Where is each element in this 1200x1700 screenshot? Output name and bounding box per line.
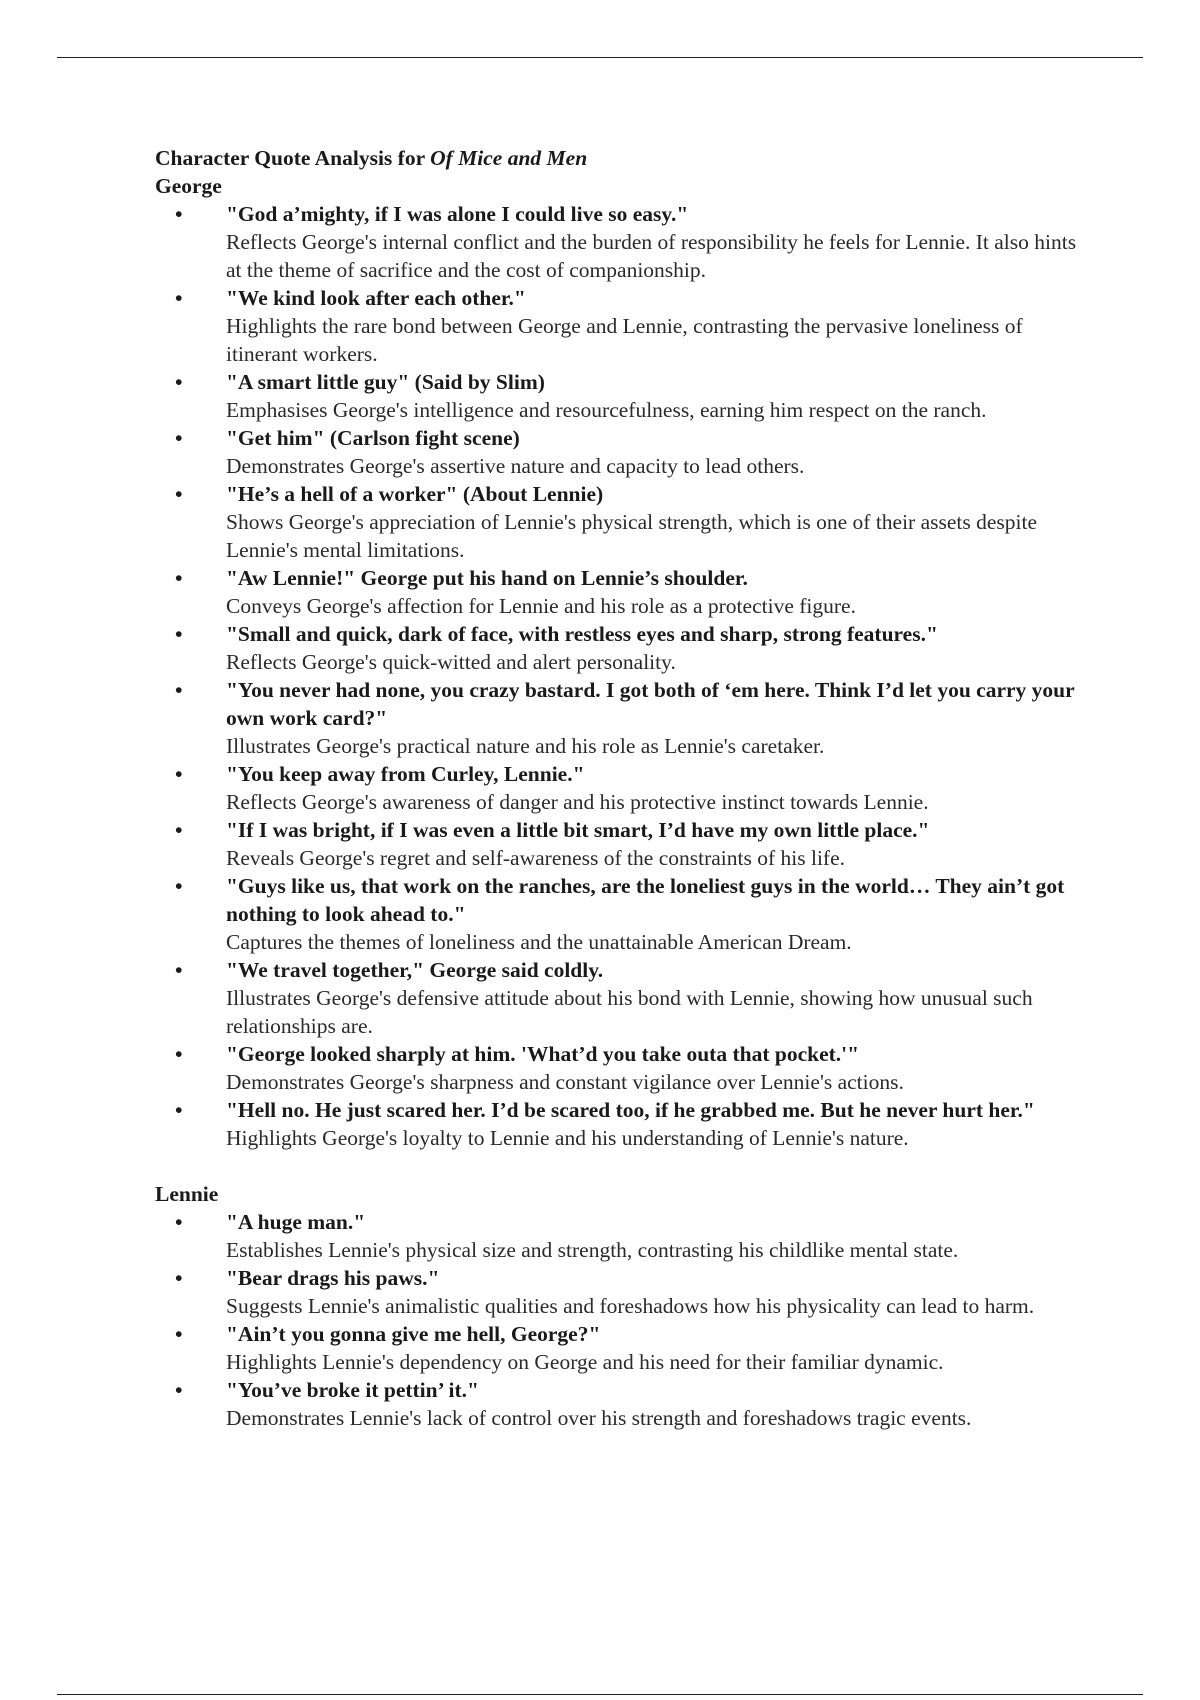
quote-text: "A smart little guy" (Said by Slim) [226, 370, 545, 394]
section-heading-lennie: Lennie [155, 1182, 219, 1206]
analysis-text: Highlights George's loyalty to Lennie and his understanding of Lennie's nature. [226, 1126, 909, 1150]
document-body [155, 144, 1095, 1432]
quote-text: "Ain’t you gonna give me hell, George?" [226, 1322, 601, 1346]
quote-text: "Aw Lennie!" George put his hand on Lennie’s shoulder. [226, 566, 748, 590]
analysis-text: Demonstrates Lennie's lack of control over his strength and foreshadows tragic events. [226, 1406, 972, 1430]
quote-text: "If I was bright, if I was even a little bit smart, I’d have my own little place." [226, 818, 930, 842]
analysis-text: Demonstrates George's assertive nature and capacity to lead others. [226, 454, 805, 478]
document-title [155, 144, 1095, 172]
list-item [155, 1096, 1095, 1152]
analysis-text: Shows George's appreciation of Lennie's physical strength, which is one of their assets despite Lennie's mental limitations. [226, 510, 1038, 562]
bullet-icon: • [175, 1322, 183, 1346]
list-item [155, 368, 1095, 424]
analysis-text: Highlights Lennie's dependency on George and his need for their familiar dynamic. [226, 1350, 944, 1374]
analysis-text: Emphasises George's intelligence and resourcefulness, earning him respect on the ranch. [226, 398, 987, 422]
title-work: Of Mice and Men [430, 146, 588, 170]
sections-container [155, 172, 1095, 1432]
bullet-icon: • [175, 1378, 183, 1402]
quote-text: "Hell no. He just scared her. I’d be scared too, if he grabbed me. But he never hurt her." [226, 1098, 1035, 1122]
analysis-text: Conveys George's affection for Lennie and his role as a protective figure. [226, 594, 856, 618]
list-item [155, 424, 1095, 480]
list-item [155, 872, 1095, 956]
analysis-text: Illustrates George's defensive attitude about his bond with Lennie, showing how unusual such relationships are. [226, 986, 1033, 1038]
bullet-icon: • [175, 202, 183, 226]
list-item [155, 620, 1095, 676]
quote-list [155, 1208, 1095, 1432]
analysis-text: Reflects George's awareness of danger and his protective instinct towards Lennie. [226, 790, 929, 814]
quote-text: "Guys like us, that work on the ranches, are the loneliest guys in the world… They ain’t got nothing to look ahead to." [226, 874, 1065, 926]
list-item [155, 1376, 1095, 1432]
list-item [155, 1208, 1095, 1264]
bullet-icon: • [175, 1210, 183, 1234]
analysis-text: Illustrates George's practical nature and his role as Lennie's caretaker. [226, 734, 825, 758]
bullet-icon: • [175, 286, 183, 310]
section-heading-george: George [155, 174, 222, 198]
bullet-icon: • [175, 622, 183, 646]
list-item [155, 1264, 1095, 1320]
quote-text: "Small and quick, dark of face, with restless eyes and sharp, strong features." [226, 622, 938, 646]
list-item [155, 956, 1095, 1040]
quote-text: "You keep away from Curley, Lennie." [226, 762, 585, 786]
list-item [155, 480, 1095, 564]
bullet-icon: • [175, 958, 183, 982]
list-item [155, 816, 1095, 872]
quote-text: "A huge man." [226, 1210, 366, 1234]
quote-text: "You’ve broke it pettin’ it." [226, 1378, 479, 1402]
bullet-icon: • [175, 370, 183, 394]
quote-text: "He’s a hell of a worker" (About Lennie) [226, 482, 604, 506]
bullet-icon: • [175, 1042, 183, 1066]
bullet-icon: • [175, 566, 183, 590]
top-rule [57, 57, 1143, 58]
quote-text: "You never had none, you crazy bastard. I got both of ‘em here. Think I’d let you carry your own work card?" [226, 678, 1075, 730]
bullet-icon: • [175, 818, 183, 842]
quote-list [155, 200, 1095, 1152]
analysis-text: Establishes Lennie's physical size and strength, contrasting his childlike mental state. [226, 1238, 959, 1262]
quote-text: "Bear drags his paws." [226, 1266, 440, 1290]
bottom-rule [57, 1694, 1143, 1695]
list-item [155, 284, 1095, 368]
quote-text: "God a’mighty, if I was alone I could live so easy." [226, 202, 689, 226]
title-prefix: Character Quote Analysis for [155, 146, 431, 170]
list-item [155, 200, 1095, 284]
bullet-icon: • [175, 678, 183, 702]
list-item [155, 1320, 1095, 1376]
bullet-icon: • [175, 482, 183, 506]
list-item [155, 564, 1095, 620]
list-item [155, 760, 1095, 816]
analysis-text: Reveals George's regret and self-awareness of the constraints of his life. [226, 846, 845, 870]
bullet-icon: • [175, 874, 183, 898]
quote-text: "George looked sharply at him. 'What’d you take outa that pocket.'" [226, 1042, 860, 1066]
analysis-text: Captures the themes of loneliness and the unattainable American Dream. [226, 930, 852, 954]
bullet-icon: • [175, 762, 183, 786]
quote-text: "We kind look after each other." [226, 286, 526, 310]
analysis-text: Demonstrates George's sharpness and constant vigilance over Lennie's actions. [226, 1070, 904, 1094]
bullet-icon: • [175, 1266, 183, 1290]
quote-text: "Get him" (Carlson fight scene) [226, 426, 520, 450]
analysis-text: Highlights the rare bond between George and Lennie, contrasting the pervasive loneliness of itinerant workers. [226, 314, 1023, 366]
quote-text: "We travel together," George said coldly. [226, 958, 604, 982]
list-item [155, 676, 1095, 760]
list-item [155, 1040, 1095, 1096]
analysis-text: Suggests Lennie's animalistic qualities and foreshadows how his physicality can lead to harm. [226, 1294, 1035, 1318]
analysis-text: Reflects George's quick-witted and alert personality. [226, 650, 676, 674]
bullet-icon: • [175, 1098, 183, 1122]
bullet-icon: • [175, 426, 183, 450]
analysis-text: Reflects George's internal conflict and the burden of responsibility he feels for Lennie. It also hints at the theme of sacrifice and the cost of companionship. [226, 230, 1077, 282]
